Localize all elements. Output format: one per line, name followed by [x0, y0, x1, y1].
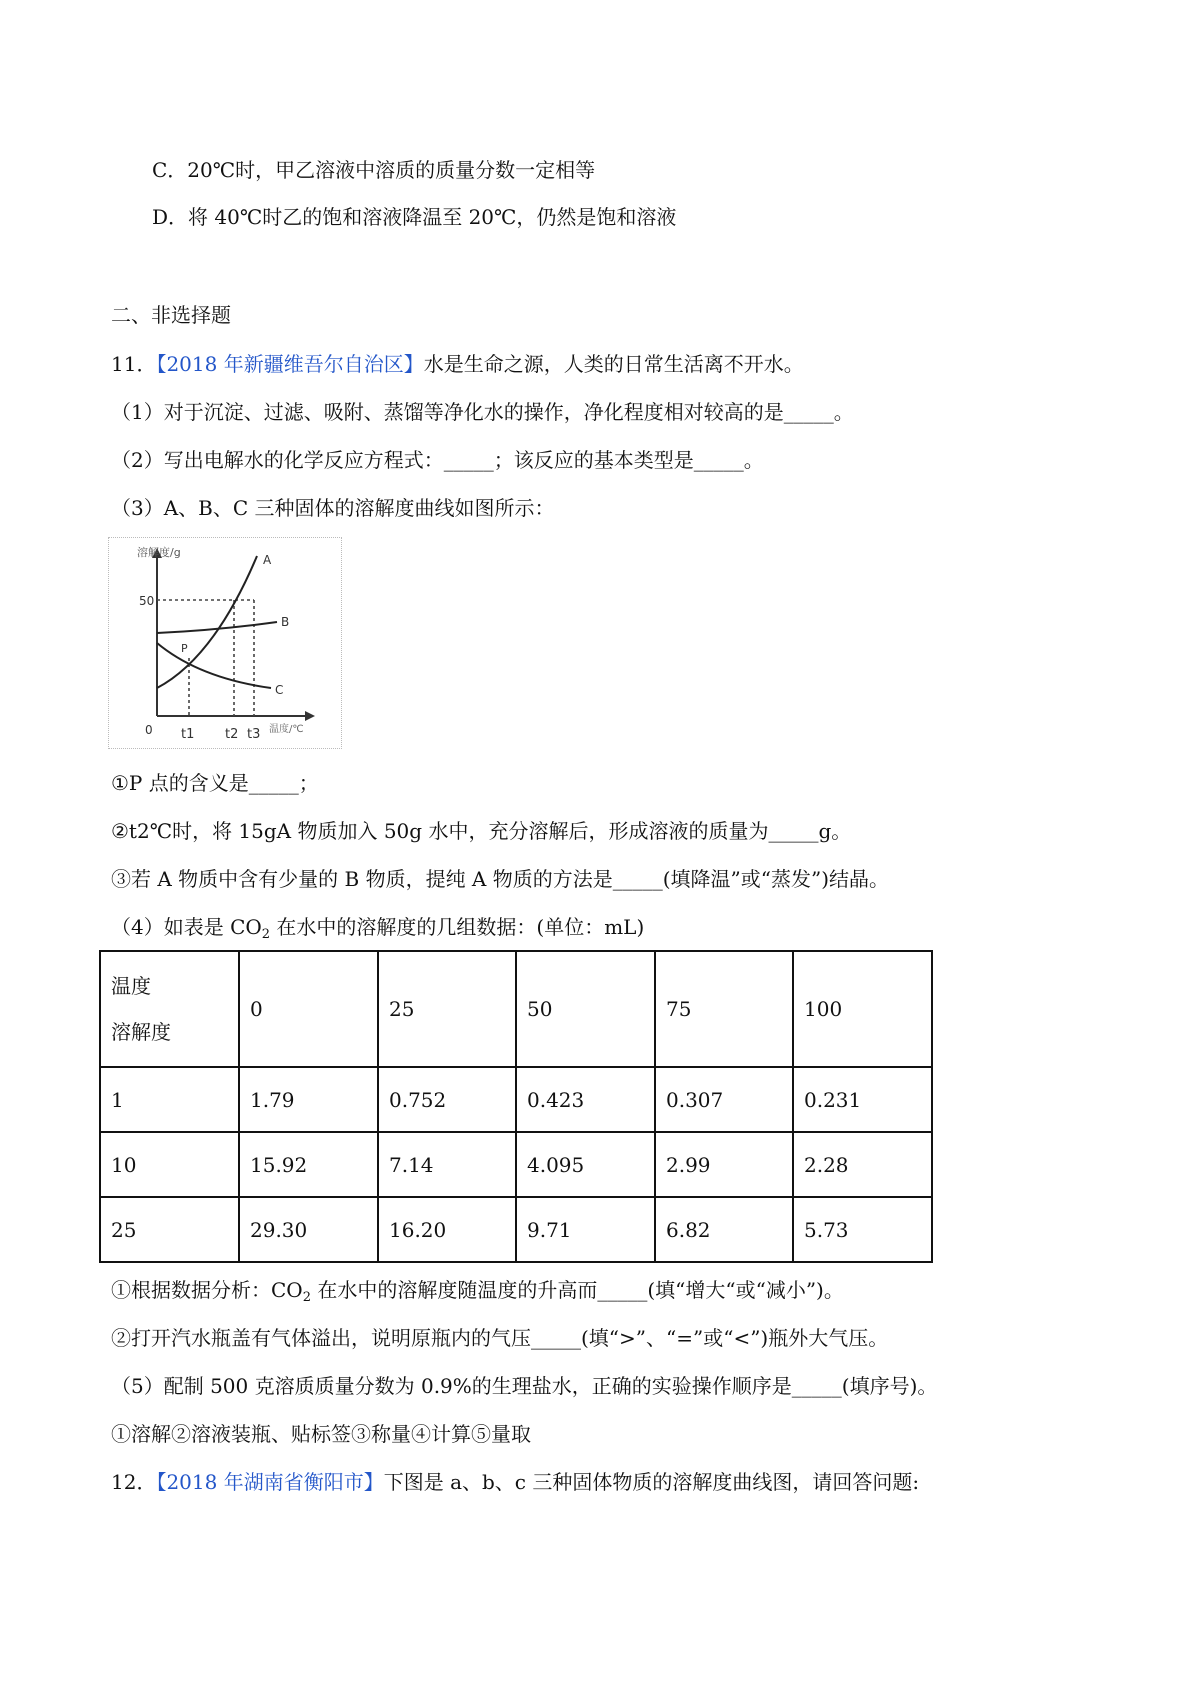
table-header-cell: 100	[793, 951, 932, 1067]
x-tick-t3: t3	[247, 727, 261, 742]
table-cell: 15.92	[239, 1132, 378, 1197]
question-number: 11．	[111, 352, 157, 376]
table-cell: 0.307	[655, 1067, 793, 1132]
solubility-curve-figure	[108, 537, 342, 749]
x-tick-t2: t2	[225, 727, 239, 742]
q11-part-5-options: ①溶解②溶液装瓶、贴标签③称量④计算⑤量取	[111, 1422, 531, 1446]
q11-part-4a-text-rest: 在水中的溶解度随温度的升高而_____(填“增大“或“减小”)。	[310, 1278, 844, 1302]
co2-solubility-table	[99, 950, 933, 1263]
table-cell: 1	[100, 1067, 239, 1132]
label-c: C	[275, 683, 284, 697]
subscript: 2	[302, 1290, 311, 1305]
table-cell: 16.20	[378, 1197, 516, 1262]
section-heading: 二、非选择题	[111, 303, 231, 327]
x-axis-label: 温度/℃	[269, 724, 304, 735]
curve-a	[157, 556, 257, 688]
table-row	[100, 1132, 932, 1197]
solubility-curve-svg	[109, 538, 341, 748]
q11-part-3c: ③若 A 物质中含有少量的 B 物质，提纯 A 物质的方法是_____(填降温”或“蒸发”)结晶。	[111, 867, 890, 891]
q11-part-2: （2）写出电解水的化学反应方程式：_____；该反应的基本类型是_____。	[111, 448, 764, 472]
label-a: A	[263, 553, 272, 567]
y-tick-50: 50	[139, 594, 155, 608]
table-cell: 6.82	[655, 1197, 793, 1262]
table-cell: 0.231	[793, 1067, 932, 1132]
question-source-link[interactable]: 【2018 年湖南省衡阳市】	[156, 1470, 384, 1494]
question-12-stem	[111, 1468, 919, 1496]
q11-part-4a	[111, 1276, 844, 1312]
table-header-cell: 0	[239, 951, 378, 1067]
q11-part-4-text: （4）如表是 CO	[111, 915, 262, 939]
table-cell: 1.79	[239, 1067, 378, 1132]
table-cell: 25	[100, 1197, 239, 1262]
table-cell: 4.095	[516, 1132, 655, 1197]
table-cell: 0.423	[516, 1067, 655, 1132]
table-header-cell: 25	[378, 951, 516, 1067]
x-axis-arrow	[305, 711, 315, 721]
table-cell: 2.28	[793, 1132, 932, 1197]
header-col-label: 溶解度	[111, 1020, 171, 1044]
y-axis-label	[137, 545, 181, 559]
table-cell: 2.99	[655, 1132, 793, 1197]
q11-part-3: （3）A、B、C 三种固体的溶解度曲线如图所示：	[111, 496, 555, 520]
q11-part-4-text-rest: 在水中的溶解度的几组数据：(单位：mL)	[270, 915, 645, 939]
table-header-cell: 75	[655, 951, 793, 1067]
table-cell: 0.752	[378, 1067, 516, 1132]
q11-part-5: （5）配制 500 克溶质质量分数为 0.9%的生理盐水，正确的实验操作顺序是_____(填序号)。	[111, 1374, 938, 1398]
table-cell: 9.71	[516, 1197, 655, 1262]
question-11-stem	[111, 350, 804, 378]
table-cell: 5.73	[793, 1197, 932, 1262]
label-b: B	[281, 615, 290, 629]
header-row-label: 温度	[111, 974, 151, 998]
question-source-link[interactable]: 【2018 年新疆维吾尔自治区】	[156, 352, 424, 376]
q11-part-1: （1）对于沉淀、过滤、吸附、蒸馏等净化水的操作，净化程度相对较高的是_____。	[111, 400, 854, 424]
question-number: 12．	[111, 1470, 157, 1494]
q11-part-4a-text: ①根据数据分析：CO	[111, 1278, 303, 1302]
subscript: 2	[261, 927, 271, 942]
x-tick-t1: t1	[181, 727, 195, 742]
q11-part-3a: ①P 点的含义是_____；	[111, 771, 319, 795]
y-label-char: 溶解度/g	[137, 546, 181, 559]
option-d: D．将 40℃时乙的饱和溶液降温至 20℃，仍然是饱和溶液	[152, 205, 677, 229]
table-header-cell: 50	[516, 951, 655, 1067]
table-row	[100, 1067, 932, 1132]
x-origin: 0	[145, 723, 153, 737]
table-row	[100, 1197, 932, 1262]
q11-part-3b: ②t2℃时，将 15gA 物质加入 50g 水中，充分溶解后，形成溶液的质量为_____g。	[111, 819, 852, 843]
table-cell: 29.30	[239, 1197, 378, 1262]
question-text: 水是生命之源，人类的日常生活离不开水。	[423, 352, 804, 376]
table-header-row	[100, 951, 932, 1067]
table-corner-cell	[100, 951, 239, 1067]
table-cell: 7.14	[378, 1132, 516, 1197]
question-text: 下图是 a、b、c 三种固体物质的溶解度曲线图，请回答问题:	[383, 1470, 920, 1494]
option-c: C．20℃时，甲乙溶液中溶质的质量分数一定相等	[152, 158, 596, 182]
label-p: P	[181, 642, 188, 655]
q11-part-4	[111, 913, 644, 949]
table-cell: 10	[100, 1132, 239, 1197]
q11-part-4b: ②打开汽水瓶盖有气体溢出，说明原瓶内的气压_____(填“>”、“=”或“<”)瓶外大气压。	[111, 1326, 889, 1350]
